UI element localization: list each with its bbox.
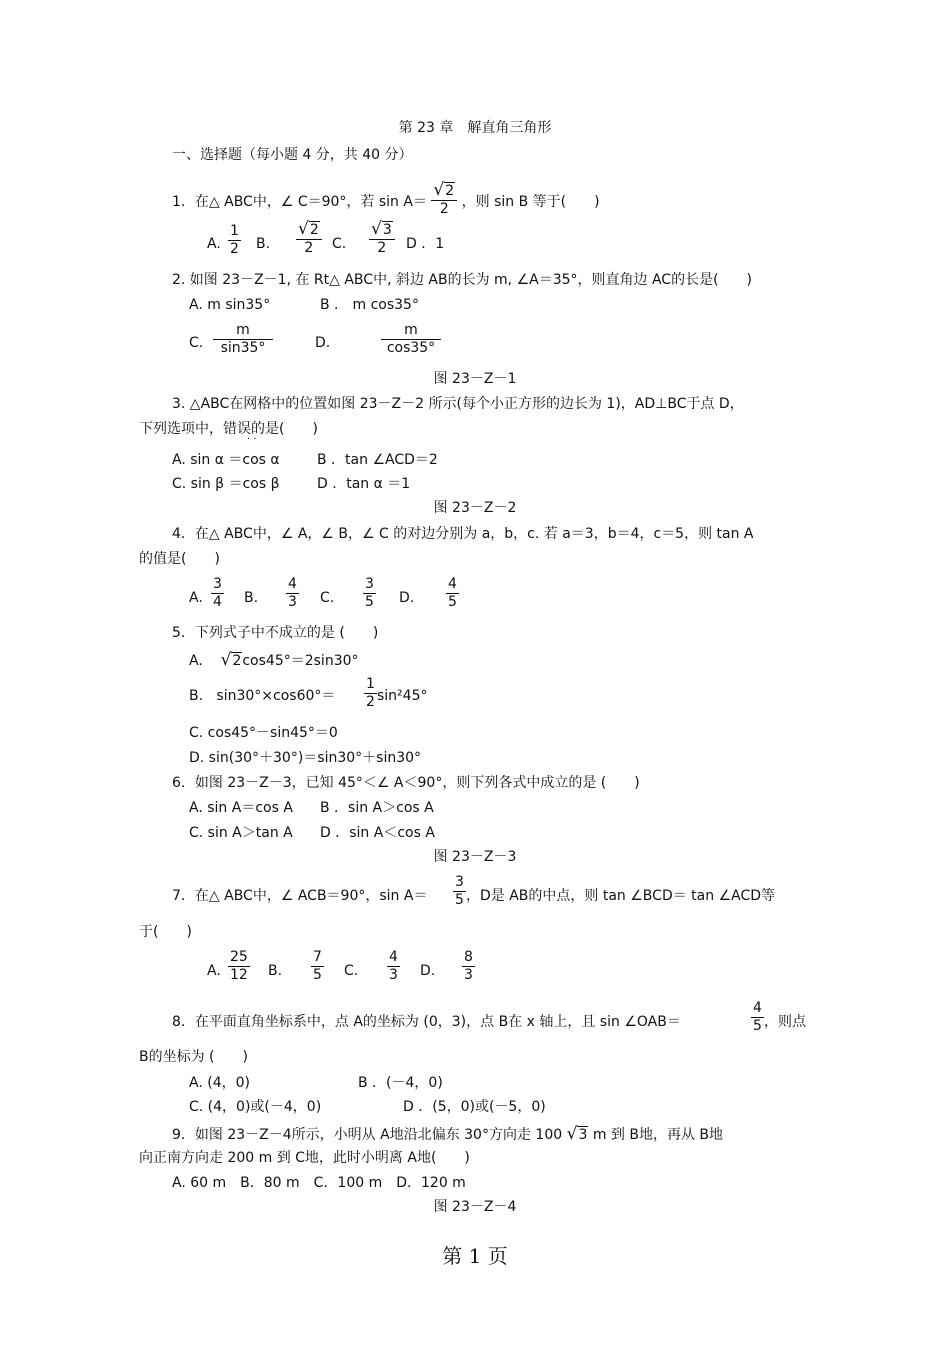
q1-stem-b: ，则 sin B 等于( ) <box>461 194 600 210</box>
q1-fraction: $\frac{√2}{2}$ <box>431 182 457 218</box>
q5-stem: 5．下列式子中不成立的是 ( ) <box>172 625 379 641</box>
q1-stem-a: 1．在△ ABC中，∠ C＝90°，若 sin A＝ <box>172 194 427 210</box>
page-title: 第 23 章 解直角三角形 <box>398 120 552 136</box>
q3-option-c: C. sin β ＝cos β <box>172 476 280 492</box>
q4-option-b-label: B. <box>244 590 259 606</box>
q2-option-c-label: C. <box>189 335 204 351</box>
q7-fraction: $\frac{3}{5}$ <box>455 874 464 908</box>
q8-stem-line2: B的坐标为 ( ) <box>139 1049 248 1065</box>
q6-option-a: A. sin A＝cos A <box>189 800 293 816</box>
q8-stem-a: 8．在平面直角坐标系中，点 A的坐标为 (0，3)，点 B在 x 轴上，且 sin ∠OAB＝ <box>172 1014 681 1030</box>
q4-option-a-label: A. <box>189 590 203 606</box>
q6-option-c: C. sin A＞tan A <box>189 825 293 841</box>
q4-stem-line1: 4．在△ ABC中，∠ A，∠ B，∠ C 的对边分别为 a，b，c. 若 a＝3，b＝4，c＝5，则 tan A <box>172 526 754 542</box>
q2-option-b: B ． m cos35° <box>320 297 419 313</box>
q7-stem-line2: 于( ) <box>139 924 192 940</box>
q5-option-c: C. cos45°－sin45°＝0 <box>189 725 338 741</box>
q3-emphasis-dots: · · <box>247 434 257 445</box>
q6-option-b: B ．sin A＞cos A <box>320 800 434 816</box>
q4-option-c-label: C. <box>320 590 335 606</box>
q1-option-b-label: B. <box>256 236 271 252</box>
q7-option-c-fraction: $\frac{4}{3}$ <box>389 949 398 983</box>
q7-option-c-label: C. <box>344 963 359 979</box>
q9-stem-line1: 9．如图 23－Z－4所示，小明从 A地沿北偏东 30°方向走 100 √3 m 到 B地，再从 B地 <box>172 1124 724 1144</box>
q1-option-d: D ．1 <box>406 236 445 252</box>
q7-option-d-fraction: $\frac{8}{3}$ <box>464 949 473 983</box>
q3-stem-line2: 下列选项中，错误的是( ) <box>139 421 318 437</box>
q7-option-b-label: B. <box>268 963 283 979</box>
q1-option-a-fraction: $\frac{1}{2}$ <box>230 223 239 257</box>
q4-stem-line2: 的值是( ) <box>139 551 220 567</box>
q7-option-d-label: D. <box>420 963 436 979</box>
q3-figure-caption: 图 23－Z－2 <box>433 500 517 516</box>
q4-option-c-fraction: $\frac{3}{5}$ <box>365 576 374 610</box>
q6-option-d: D ．sin A＜cos A <box>320 825 435 841</box>
q5-option-b-fraction: $\frac{1}{2}$ <box>366 676 375 710</box>
q1-option-a-label: A. <box>207 236 221 252</box>
q5-option-a: A. √2cos45°＝2sin30° <box>189 650 359 670</box>
q6-figure-caption: 图 23－Z－3 <box>433 849 517 865</box>
page-number: 第 1 页 <box>442 1244 508 1268</box>
q7-stem-a: 7．在△ ABC中，∠ ACB＝90°，sin A＝ <box>172 888 428 904</box>
q8-option-d: D ．(5，0)或(－5，0) <box>403 1099 546 1115</box>
q5-option-b-right: sin²45° <box>377 688 428 704</box>
q5-option-b: B. sin30°×cos60°＝ <box>189 688 336 704</box>
q7-option-a-label: A. <box>207 963 221 979</box>
q8-fraction: $\frac{4}{5}$ <box>753 1000 762 1034</box>
q2-stem: 2. 如图 23－Z－1, 在 Rt△ ABC中, 斜边 AB的长为 m, ∠A＝35°，则直角边 AC的长是( ) <box>172 272 753 288</box>
q1-stem <box>172 180 600 220</box>
section-heading: 一、选择题（每小题 4 分，共 40 分） <box>172 147 413 163</box>
q2-option-d-label: D. <box>315 335 331 351</box>
q4-option-d-fraction: $\frac{4}{5}$ <box>448 576 457 610</box>
q1-option-b-fraction: $\frac{√2}{2}$ <box>296 221 322 257</box>
q2-figure-caption: 图 23－Z－1 <box>433 371 517 387</box>
q6-stem: 6．如图 23－Z－3，已知 45°＜∠ A＜90°，则下列各式中成立的是 ( ) <box>172 775 640 791</box>
q8-stem-b: ，则点 <box>764 1014 806 1030</box>
q2-option-a: A. m sin35° <box>189 297 271 313</box>
q9-sqrt: √3 <box>566 1124 588 1144</box>
q4-option-b-fraction: $\frac{4}{3}$ <box>288 576 297 610</box>
q2-option-d-fraction: $\frac{m}{\cos 35^\circ}$ <box>381 322 441 357</box>
q9-figure-caption: 图 23－Z－4 <box>433 1199 517 1215</box>
q5-option-d: D. sin(30°＋30°)＝sin30°＋sin30° <box>189 750 422 766</box>
q8-option-b: B ．(－4，0) <box>358 1075 443 1091</box>
q8-option-a: A. (4，0) <box>189 1075 250 1091</box>
q3-option-d: D ．tan α ＝1 <box>317 476 411 492</box>
q4-option-a-fraction: $\frac{3}{4}$ <box>213 576 222 610</box>
q5-option-a-sqrt: √2 <box>220 650 242 670</box>
q7-option-a-fraction: $\frac{25}{12}$ <box>230 949 248 983</box>
q3-option-b: B ．tan ∠ACD＝2 <box>317 452 438 468</box>
q9-stem-line2: 向正南方向走 200 m 到 C地，此时小明离 A地( ) <box>139 1150 470 1166</box>
q9-options: A. 60 m B．80 m C．100 m D．120 m <box>172 1175 466 1191</box>
q1-option-c-fraction: $\frac{√3}{2}$ <box>369 221 395 257</box>
q1-sqrt: √2 <box>433 180 455 200</box>
q3-option-a: A. sin α ＝cos α <box>172 452 280 468</box>
q7-stem-b: ，D是 AB的中点，则 tan ∠BCD＝ tan ∠ACD等 <box>466 888 775 904</box>
q4-option-d-label: D. <box>399 590 415 606</box>
q1-option-c-label: C. <box>332 236 347 252</box>
q8-option-c: C. (4，0)或(－4，0) <box>189 1099 322 1115</box>
q7-option-b-fraction: $\frac{7}{5}$ <box>313 949 322 983</box>
q3-stem-line1: 3. △ABC在网格中的位置如图 23－Z－2 所示(每个小正方形的边长为 1)，AD⊥BC于点 D， <box>172 396 744 412</box>
q2-option-c-fraction: $\frac{m}{\sin 35^\circ}$ <box>213 322 273 357</box>
